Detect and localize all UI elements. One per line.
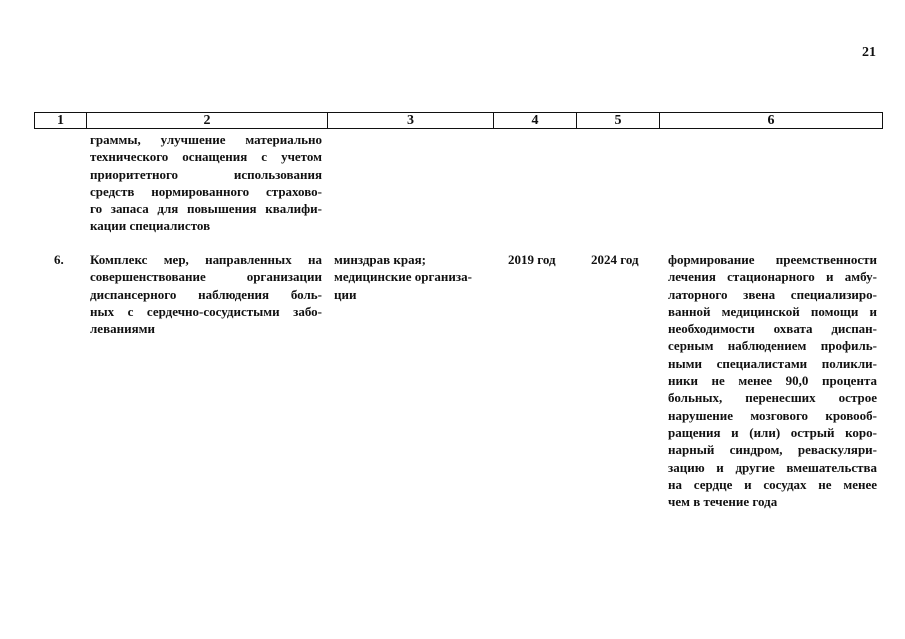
row-6-expected-result — [668, 251, 877, 510]
column-header-1: 1 — [35, 113, 87, 128]
column-header-2: 2 — [87, 113, 328, 128]
description-line: леваниями — [90, 321, 155, 337]
continuation-line: средств нормированного страхово- — [90, 183, 322, 199]
row-6-end-year: 2024 год — [591, 252, 639, 267]
continuation-cell — [90, 131, 322, 235]
description-line: совершенствование организации — [90, 269, 322, 285]
column-header-6: 6 — [767, 113, 775, 128]
result-line: лечения стационарного и амбу- — [668, 269, 877, 285]
executor-line: медицинские организа- — [334, 269, 472, 285]
row-6-description — [90, 251, 322, 337]
column-header-4: 4 — [494, 113, 577, 128]
result-line: нарный синдром, реваскуляри- — [668, 442, 877, 458]
result-line: чем в течение года — [668, 494, 778, 510]
executor-line: минздрав края; — [334, 252, 426, 267]
column-header-5: 5 — [577, 113, 660, 128]
result-line: на сердце и сосудах не менее — [668, 476, 877, 492]
row-6-start-year: 2019 год — [508, 252, 556, 267]
column-header-3: 3 — [328, 113, 494, 128]
page-number: 21 — [862, 45, 876, 60]
result-line: ращения и (или) острый коро- — [668, 424, 877, 440]
result-line: зацию и другие вмешательства — [668, 459, 877, 475]
result-line: больных, перенесших острое — [668, 390, 877, 406]
result-line: необходимости охвата диспан- — [668, 321, 877, 337]
result-line: серным наблюдением профиль- — [668, 338, 877, 354]
continuation-line: граммы, улучшение материально — [90, 132, 322, 147]
result-line: латорного звена специализиро- — [668, 286, 877, 302]
result-line: ванной медицинской помощи и — [668, 303, 877, 319]
result-line: ники не менее 90,0 процента — [668, 373, 877, 389]
continuation-line: кации специалистов — [90, 218, 211, 234]
result-line: формирование преемственности — [668, 252, 877, 267]
continuation-line: го запаса для повышения квалифи- — [90, 201, 322, 217]
description-line: диспансерного наблюдения боль- — [90, 286, 322, 302]
description-line: ных с сердечно-сосудистыми забо- — [90, 303, 322, 319]
result-line: ными специалистами поликли- — [668, 355, 877, 371]
result-line: нарушение мозгового кровооб- — [668, 407, 877, 423]
executor-line: ции — [334, 286, 357, 302]
row-6-executor — [334, 251, 492, 303]
table-header-row — [34, 112, 883, 129]
continuation-line: технического оснащения с учетом — [90, 149, 322, 165]
row-6-number: 6. — [54, 252, 64, 267]
description-line: Комплекс мер, направленных на — [90, 252, 322, 267]
continuation-line: приоритетного использования — [90, 166, 322, 182]
